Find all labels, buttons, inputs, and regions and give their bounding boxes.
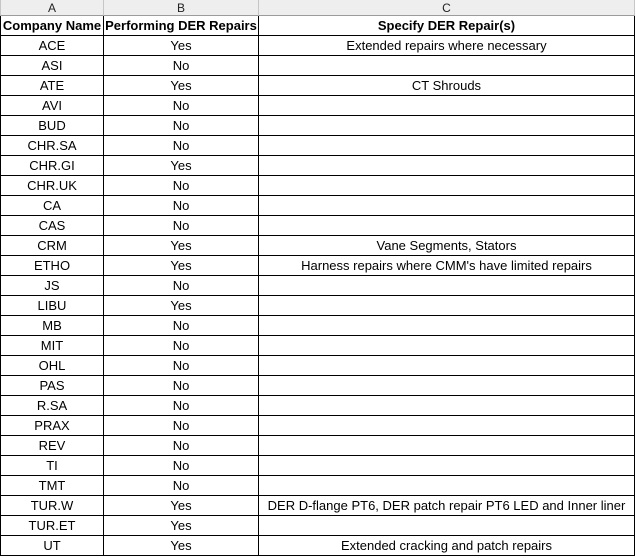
cell-specify[interactable] [259,356,635,376]
cell-company[interactable]: PAS [0,376,104,396]
cell-performing[interactable]: No [104,376,259,396]
cell-company[interactable]: ASI [0,56,104,76]
cell-specify[interactable] [259,216,635,236]
cell-performing[interactable]: Yes [104,36,259,56]
cell-company[interactable]: CRM [0,236,104,256]
column-header-c[interactable]: C [259,0,635,16]
cell-performing[interactable]: Yes [104,236,259,256]
cell-specify[interactable] [259,96,635,116]
cell-company[interactable]: TUR.ET [0,516,104,536]
cell-performing[interactable]: No [104,416,259,436]
header-cell-performing-der-repairs[interactable]: Performing DER Repairs [104,16,259,36]
cell-specify[interactable] [259,136,635,156]
cell-specify[interactable] [259,276,635,296]
cell-performing[interactable]: No [104,56,259,76]
cell-specify[interactable] [259,156,635,176]
cell-performing[interactable]: Yes [104,76,259,96]
cell-performing[interactable]: No [104,336,259,356]
cell-performing[interactable]: No [104,96,259,116]
cell-company[interactable]: TI [0,456,104,476]
cell-performing[interactable]: No [104,176,259,196]
cell-company[interactable]: OHL [0,356,104,376]
cell-performing[interactable]: No [104,356,259,376]
cell-performing[interactable]: Yes [104,496,259,516]
cell-company[interactable]: TUR.W [0,496,104,516]
cell-specify[interactable]: Harness repairs where CMM's have limited repairs [259,256,635,276]
cell-company[interactable]: TMT [0,476,104,496]
cell-performing[interactable]: No [104,276,259,296]
cell-company[interactable]: MIT [0,336,104,356]
cell-specify[interactable]: CT Shrouds [259,76,635,96]
cell-company[interactable]: CHR.UK [0,176,104,196]
cell-performing[interactable]: No [104,456,259,476]
cell-specify[interactable] [259,476,635,496]
cell-specify[interactable]: Extended cracking and patch repairs [259,536,635,556]
cell-company[interactable]: ETHO [0,256,104,276]
cell-company[interactable]: LIBU [0,296,104,316]
cell-company[interactable]: CHR.GI [0,156,104,176]
cell-specify[interactable] [259,336,635,356]
cell-performing[interactable]: Yes [104,516,259,536]
cell-specify[interactable] [259,296,635,316]
column-header-b[interactable]: B [104,0,259,16]
cell-company[interactable]: CAS [0,216,104,236]
cell-performing[interactable]: No [104,396,259,416]
cell-performing[interactable]: No [104,436,259,456]
cell-performing[interactable]: Yes [104,256,259,276]
cell-specify[interactable] [259,456,635,476]
cell-company[interactable]: REV [0,436,104,456]
cell-specify[interactable]: Vane Segments, Stators [259,236,635,256]
cell-specify[interactable]: Extended repairs where necessary [259,36,635,56]
cell-performing[interactable]: Yes [104,536,259,556]
cell-company[interactable]: MB [0,316,104,336]
cell-company[interactable]: R.SA [0,396,104,416]
cell-company[interactable]: ATE [0,76,104,96]
cell-company[interactable]: PRAX [0,416,104,436]
cell-specify[interactable] [259,396,635,416]
cell-specify[interactable] [259,516,635,536]
cell-performing[interactable]: No [104,476,259,496]
cell-company[interactable]: AVI [0,96,104,116]
cell-specify[interactable] [259,416,635,436]
cell-specify[interactable] [259,56,635,76]
cell-company[interactable]: CA [0,196,104,216]
cell-company[interactable]: ACE [0,36,104,56]
cell-company[interactable]: CHR.SA [0,136,104,156]
cell-company[interactable]: JS [0,276,104,296]
cell-specify[interactable] [259,176,635,196]
column-header-a[interactable]: A [0,0,104,16]
cell-performing[interactable]: No [104,316,259,336]
cell-performing[interactable]: Yes [104,296,259,316]
cell-specify[interactable] [259,196,635,216]
cell-company[interactable]: UT [0,536,104,556]
header-cell-company-name[interactable]: Company Name [0,16,104,36]
cell-company[interactable]: BUD [0,116,104,136]
cell-performing[interactable]: No [104,196,259,216]
header-cell-specify-der-repairs[interactable]: Specify DER Repair(s) [259,16,635,36]
cell-specify[interactable] [259,376,635,396]
cell-performing[interactable]: No [104,216,259,236]
cell-performing[interactable]: No [104,136,259,156]
cell-specify[interactable]: DER D-flange PT6, DER patch repair PT6 LED and Inner liner [259,496,635,516]
cell-specify[interactable] [259,316,635,336]
cell-specify[interactable] [259,116,635,136]
cell-performing[interactable]: No [104,116,259,136]
cell-specify[interactable] [259,436,635,456]
cell-performing[interactable]: Yes [104,156,259,176]
